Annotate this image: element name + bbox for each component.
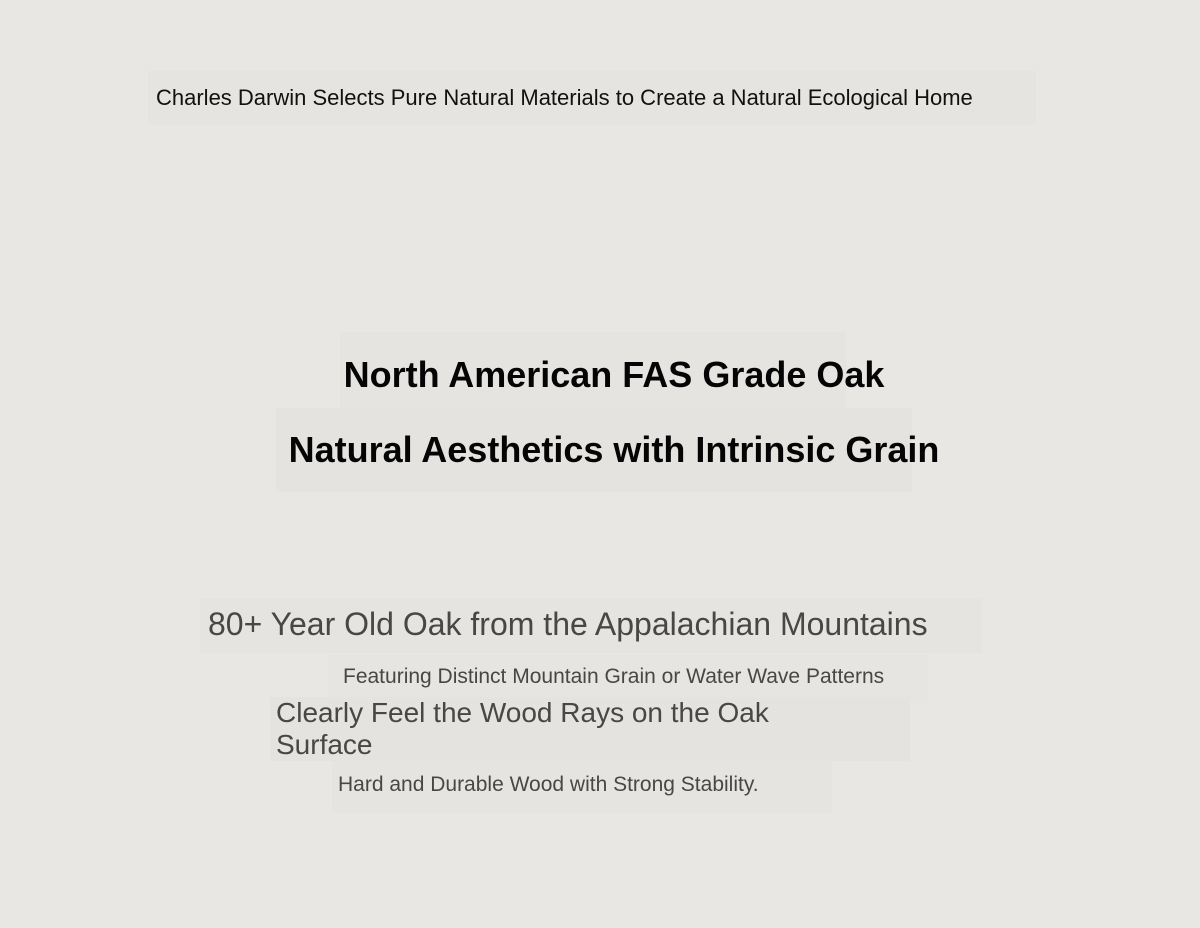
headline-line2: Natural Aesthetics with Intrinsic Grain (288, 429, 940, 470)
feature-durability: Hard and Durable Wood with Strong Stability. (332, 761, 832, 813)
headline-line1: North American FAS Grade Oak (343, 354, 885, 395)
feature-rays: Clearly Feel the Wood Rays on the Oak Surface (276, 697, 769, 760)
feature-grain: Featuring Distinct Mountain Grain or Water Wave Patterns (328, 655, 928, 701)
tagline: Charles Darwin Selects Pure Natural Materials to Create a Natural Ecological Home (148, 71, 1036, 125)
feature-rays-block (270, 697, 910, 761)
feature-main: 80+ Year Old Oak from the Appalachian Mountains (200, 599, 982, 653)
headline-block (276, 332, 940, 492)
